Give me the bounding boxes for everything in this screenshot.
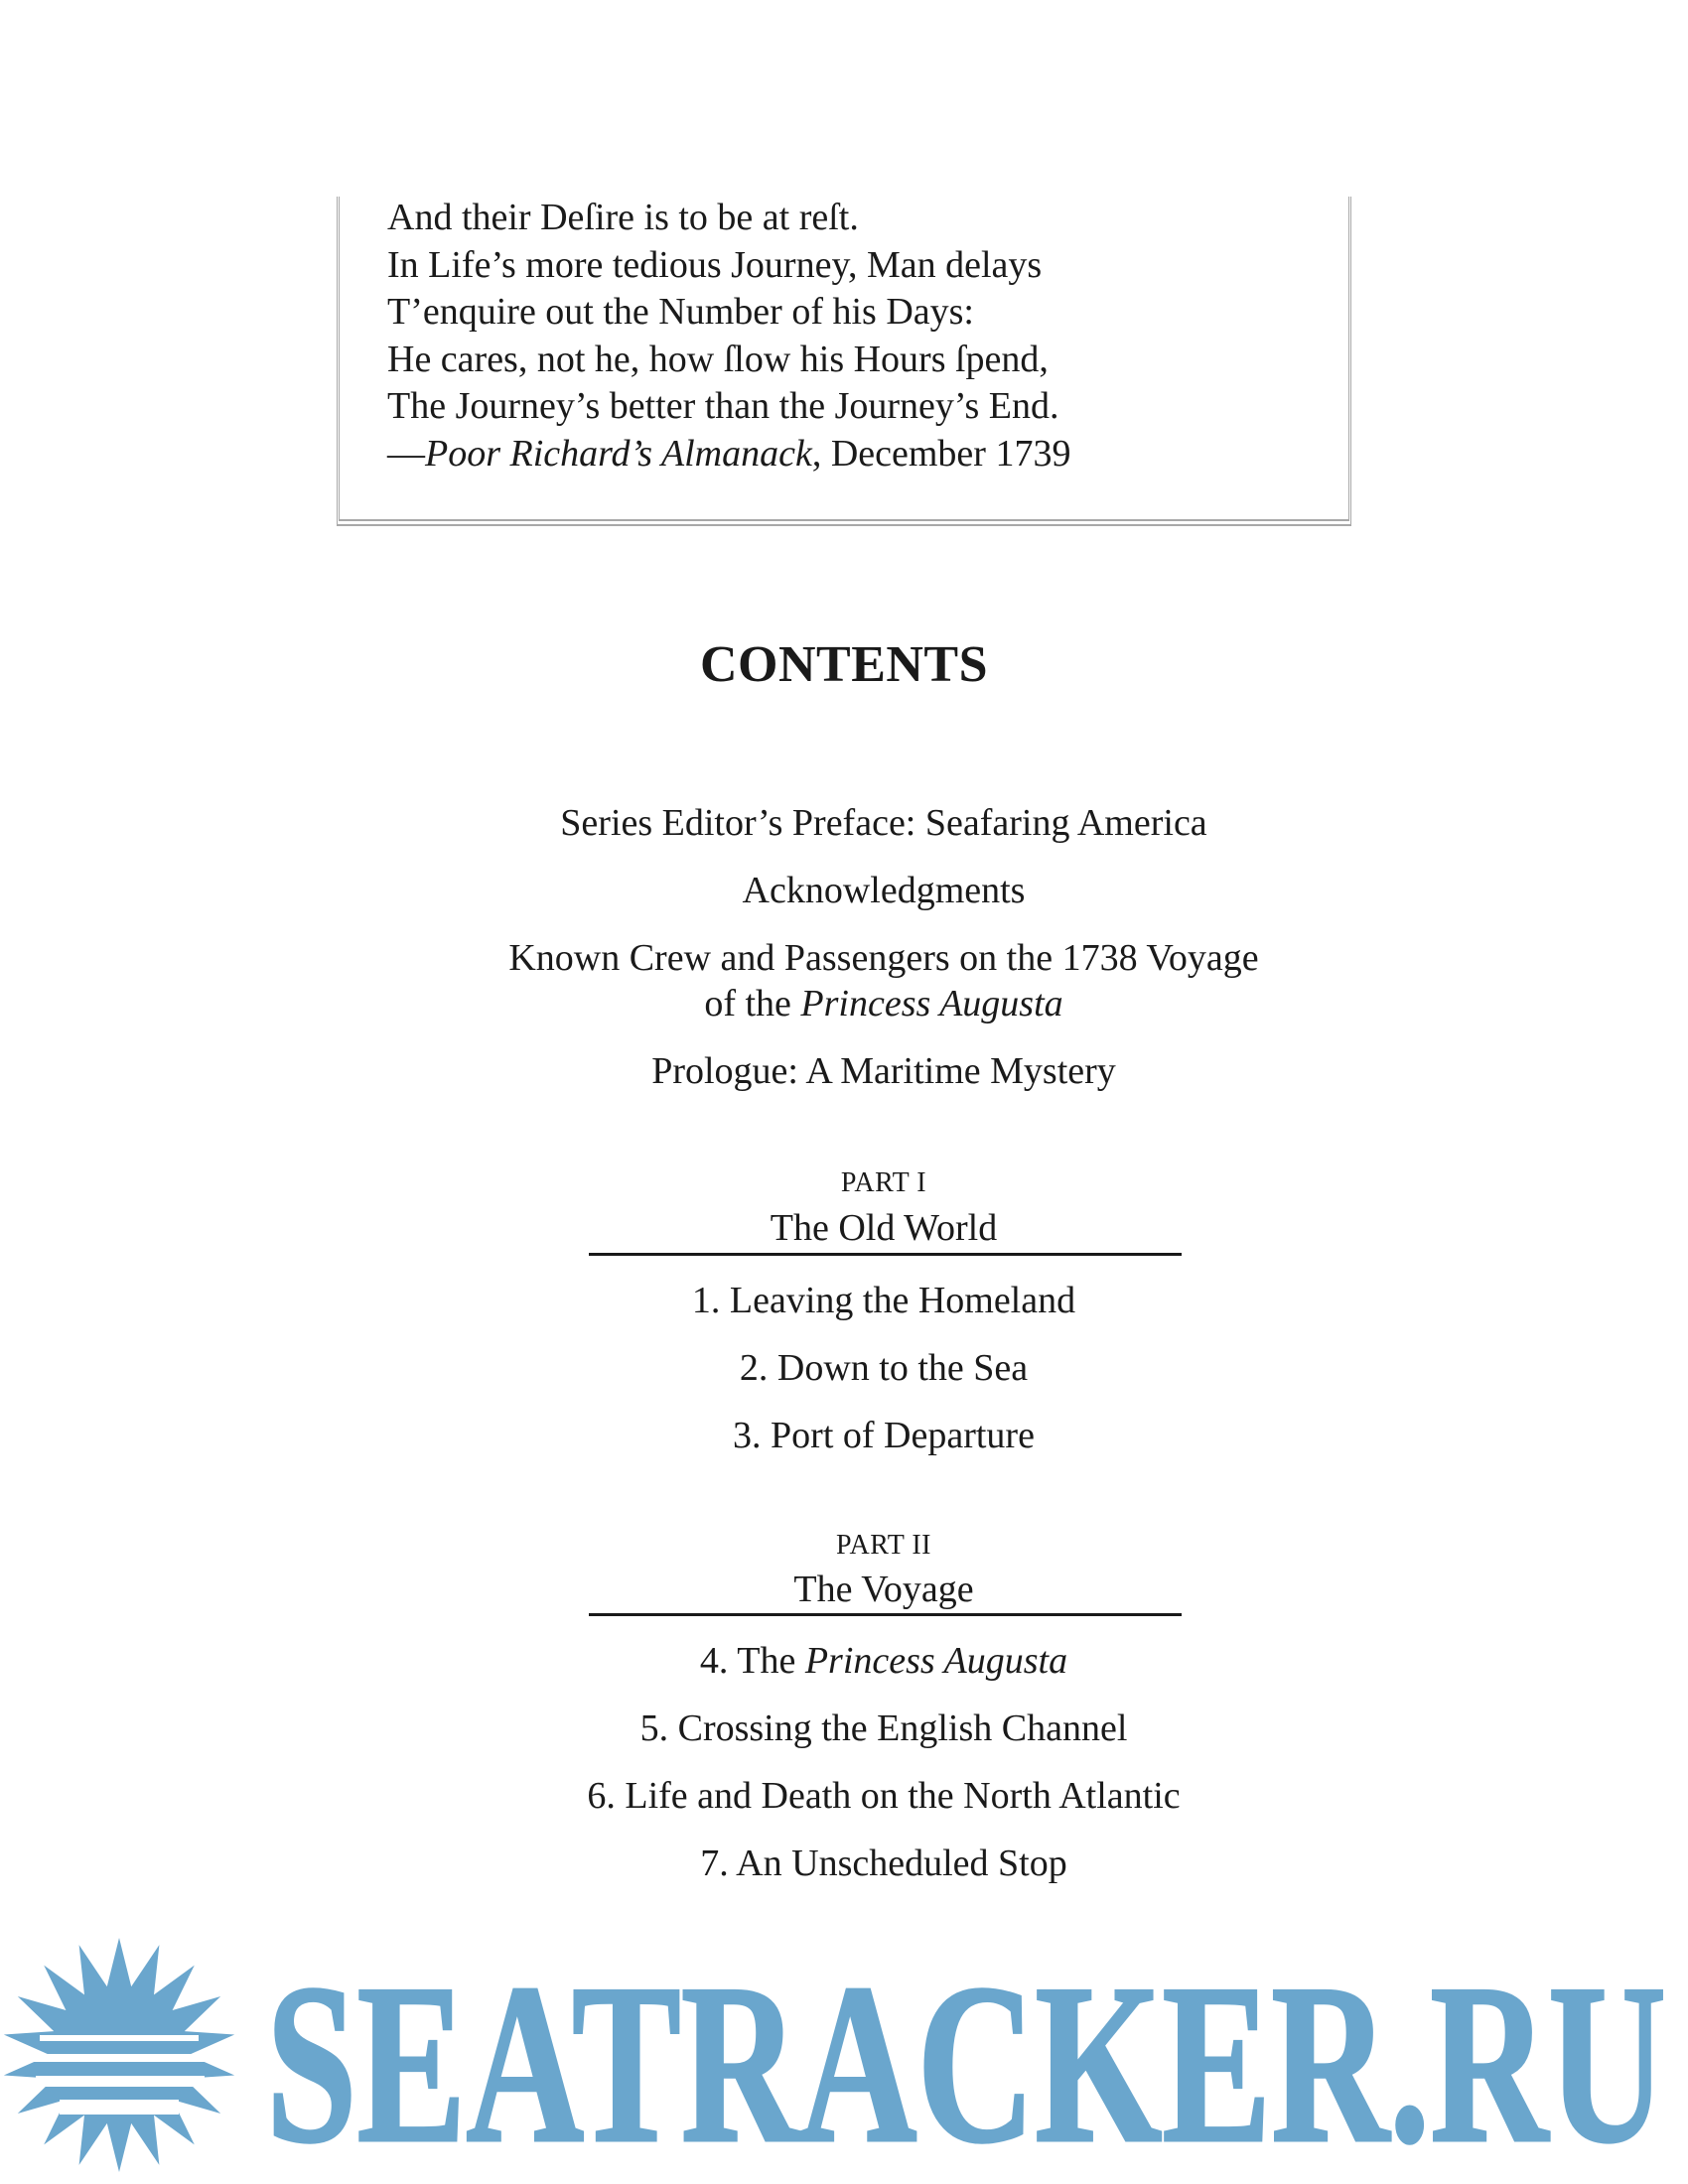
toc-chapter-6[interactable]: 6. Life and Death on the North Atlantic [587, 1775, 1181, 1817]
part-1-label: PART I [840, 1167, 927, 1198]
watermark-text: SEATRACKER.RU [266, 1937, 1666, 2184]
sun-icon [4, 1938, 234, 2172]
toc-chapter-7[interactable]: 7. An Unscheduled Stop [700, 1843, 1067, 1884]
epigraph-line: T’enquire out the Number of his Days: [387, 291, 974, 333]
epigraph [387, 195, 1070, 478]
toc-chapter-1[interactable]: 1. Leaving the Homeland [691, 1280, 1076, 1321]
toc-chapter-2[interactable]: 2. Down to the Sea [739, 1347, 1029, 1389]
almanack-title: Poor Richard’s Almanack [425, 432, 812, 475]
epigraph-line: In Life’s more tedious Journey, Man delays [387, 243, 1043, 286]
epigraph-line: And their Deſire is to be at reſt. [387, 197, 859, 238]
ship-name: Princess Augusta [804, 1640, 1068, 1682]
toc-entry-acknowledgments[interactable]: Acknowledgments [742, 870, 1026, 911]
contents-heading: CONTENTS [699, 636, 989, 693]
part-2-title[interactable]: The Voyage [793, 1569, 974, 1610]
toc-chapter-5[interactable]: 5. Crossing the English Channel [639, 1707, 1128, 1749]
toc-chapter-4[interactable]: 4. The Princess Augusta [699, 1640, 1068, 1682]
toc-chapter-3[interactable]: 3. Port of Departure [733, 1415, 1035, 1456]
epigraph-line: He cares, not he, how ſlow his Hours ſpend, [387, 338, 1049, 380]
toc-entry-crew[interactable]: Known Crew and Passengers on the 1738 Voyage of the Princess Augusta [508, 937, 1259, 1024]
epigraph-line: The Journey’s better than the Journey’s End. [387, 385, 1059, 427]
epigraph-attribution: —Poor Richard’s Almanack, December 1739 [387, 432, 1071, 475]
part-2-rule [589, 1613, 1182, 1616]
ship-name: Princess Augusta [800, 983, 1063, 1024]
part-1-title[interactable]: The Old World [770, 1207, 998, 1249]
seatracker-watermark [0, 1931, 1688, 2184]
toc-entry-preface[interactable]: Series Editor’s Preface: Seafaring America [560, 802, 1207, 844]
part-1-rule [589, 1253, 1182, 1256]
part-2-label: PART II [836, 1530, 931, 1561]
toc-entry-prologue[interactable]: Prologue: A Maritime Mystery [651, 1050, 1116, 1092]
